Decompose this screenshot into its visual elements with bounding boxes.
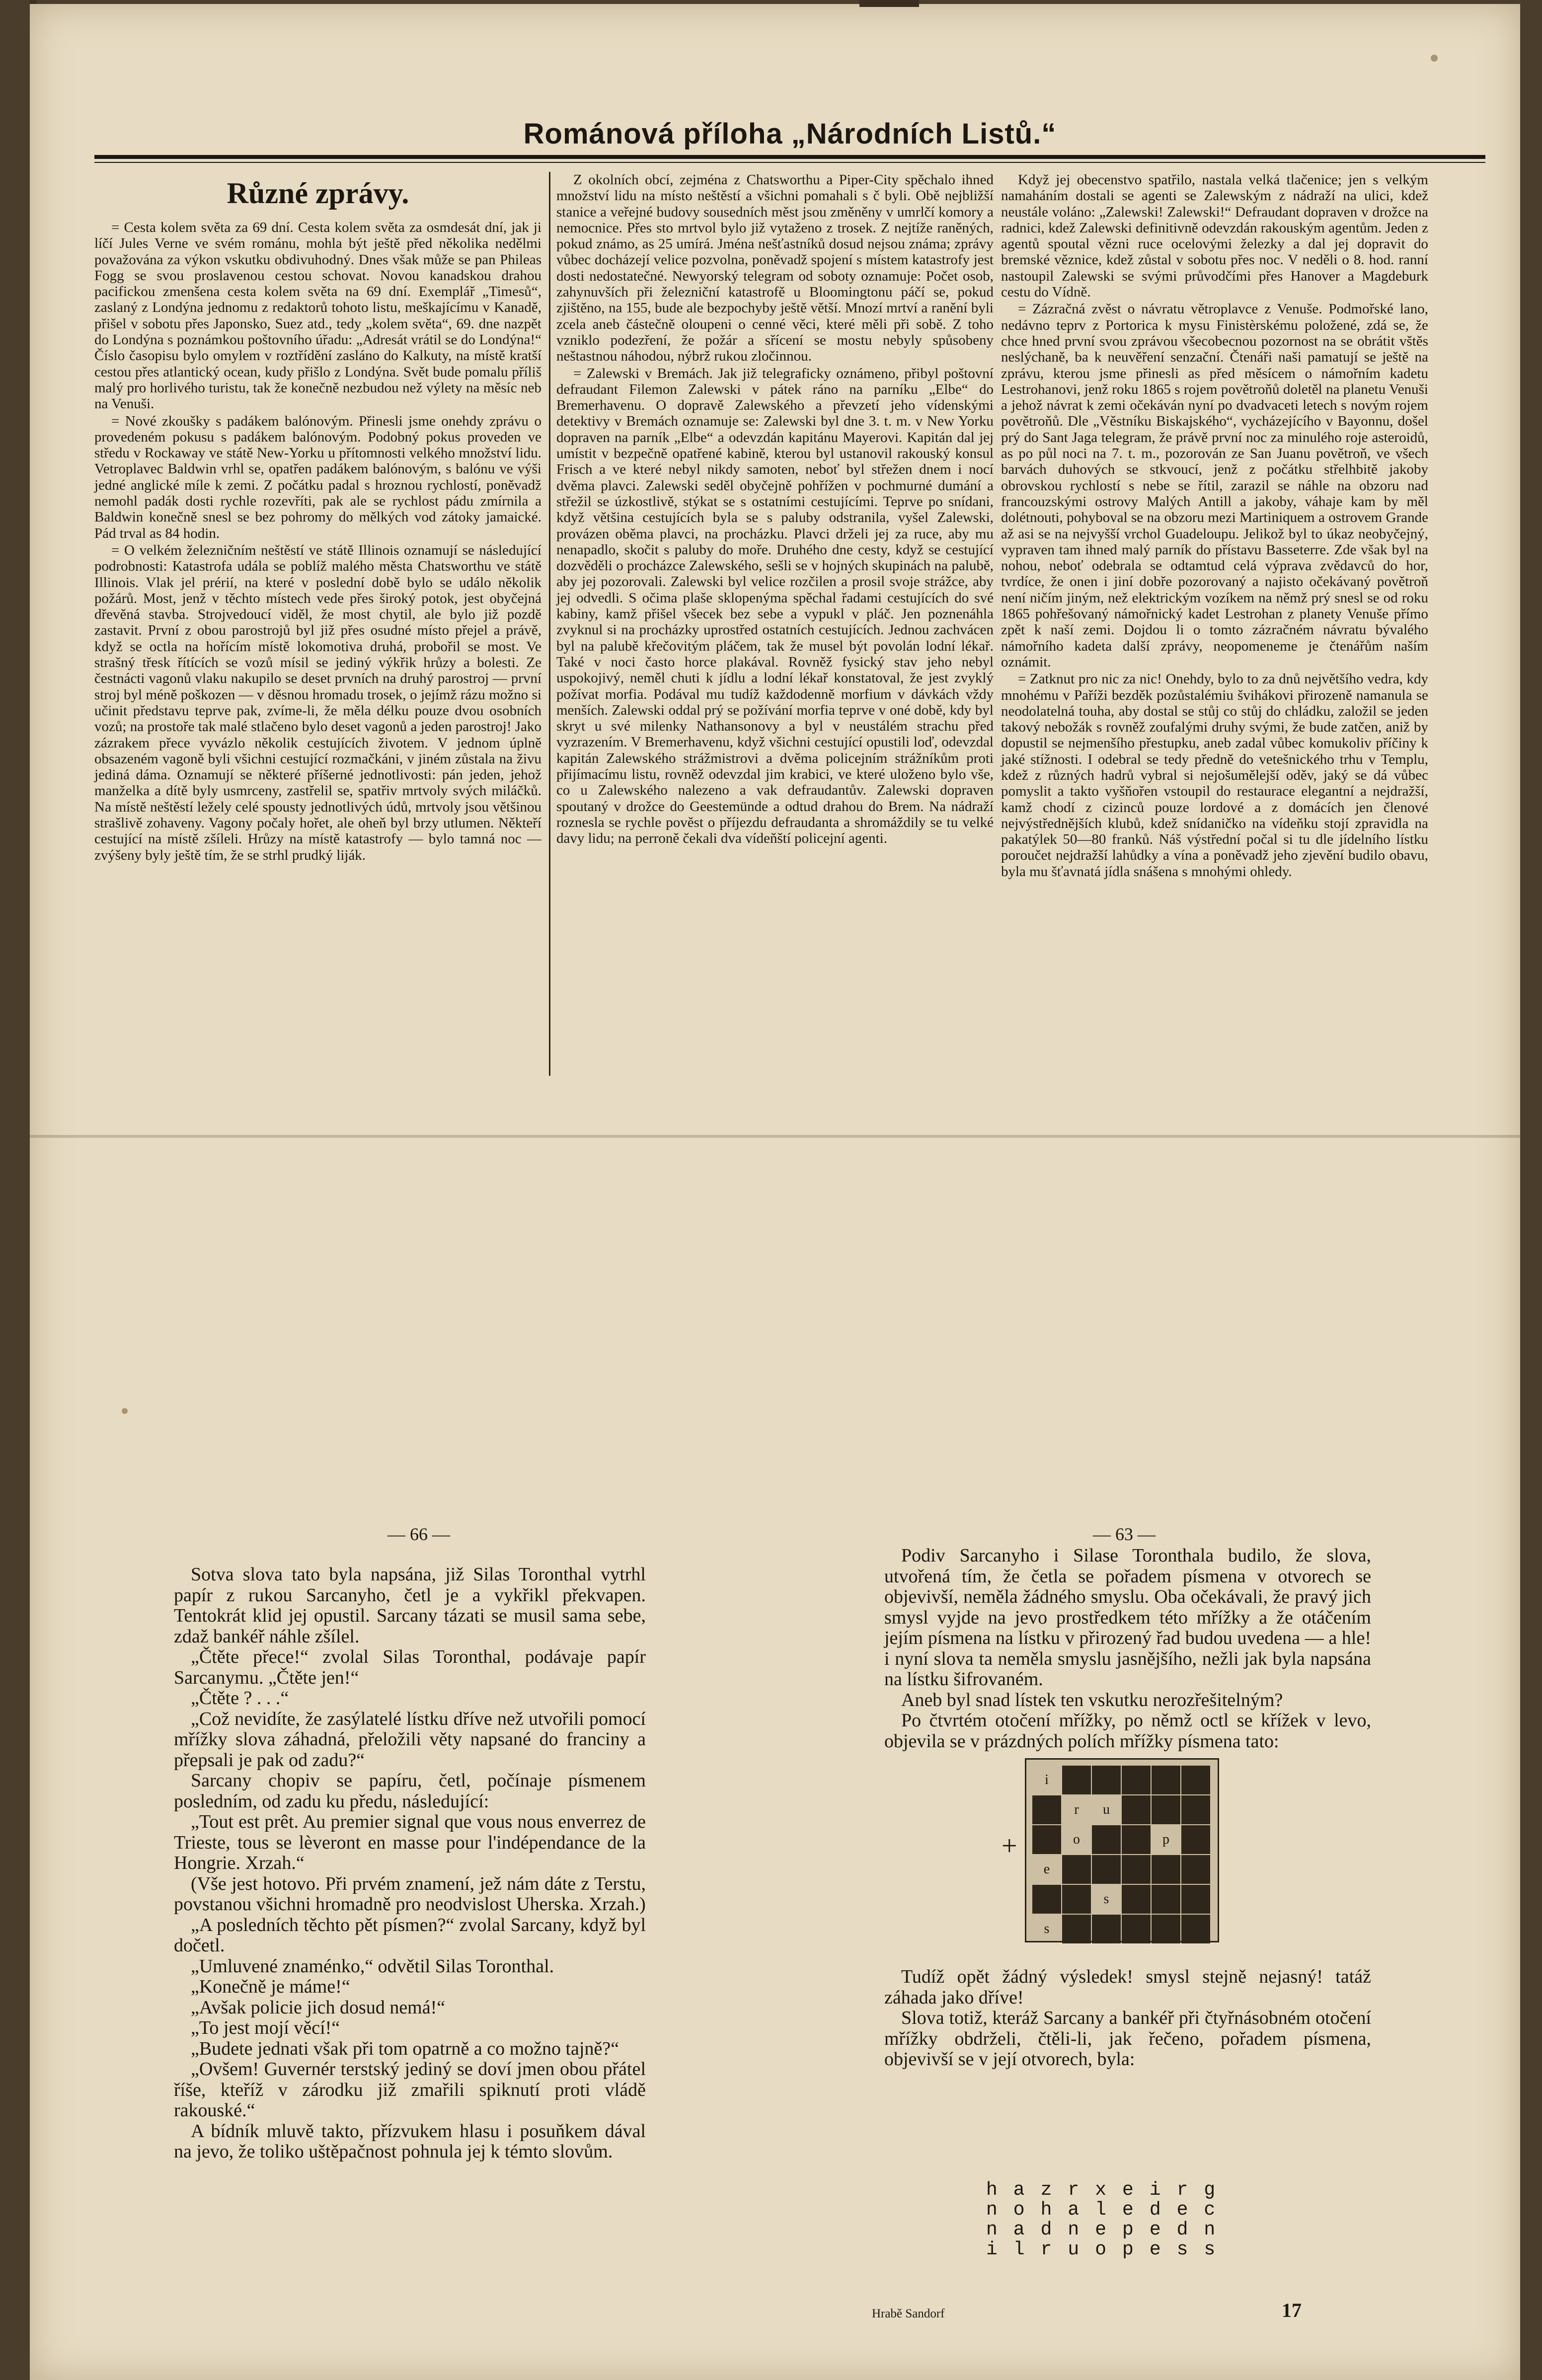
article-paragraph: = Cesta kolem světa za 69 dní. Cesta kolem světa za osmdesát dní, jak ji líčí Jules Verne ve svém románu, mohla být ještě před několika nedělmi považována za výkon vskutku obdivuhodný. Dnes však může se pan Phileas Fogg se svou proslavenou cestou schovat. Novou kanadskou drahou pacifickou zmenšena cesta kolem světa na 69 dní. Exemplář „Timesů“, zaslaný z Londýna jednomu z redaktorů tohoto listu, meškajícímu v Kanadě, přišel v sobotu přes Japonsko, Suez atd., tedy „kolem světa“, 69. dne nazpět do Londýna s poznámkou poštovního úřadu: „Adresát vrátil se do Londýna!“ Číslo časopisu bylo omylem v roztřídění zasláno do Kalkuty, na místě kratší cestou přes atlantický ocean, kudy přišlo z Londýna. Svět bude pomalu příliš malý pro horlivého turistu, tak že konečně nezbudou než výlety na měsíc neb na Venuši.: [94, 220, 541, 412]
header-title: Románová příloha „Národních Listů.“: [523, 118, 1057, 150]
column-2: [556, 172, 994, 847]
grille-blank-cell: [1092, 1915, 1121, 1943]
novel-text-right: [884, 1546, 1371, 1752]
grille-blank-cell: [1181, 1825, 1210, 1854]
header-rule: [94, 155, 1485, 159]
grille-blank-cell: [1152, 1855, 1180, 1884]
novel-paragraph: „A posledních těchto pět písmen?“ zvolal Sarcany, když byl dočetl.: [174, 1914, 646, 1956]
novel-paragraph: „Umluvené znaménko,“ odvětil Silas Toronthal.: [191, 1955, 554, 1977]
novel-paragraph: „Budete jednati však při tom opatrně a co možno tajně?“: [191, 2038, 619, 2059]
paper-spot: [122, 1408, 128, 1414]
grille-blank-cell: [1092, 1855, 1121, 1884]
grille-blank-cell: [1152, 1795, 1180, 1824]
grille-blank-cell: [1181, 1855, 1210, 1884]
article-paragraph: = Nové zkoušky s padákem balónovým. Přinesli jsme onehdy zprávu o provedeném pokusu s padákem balónovým. Podobný pokus proveden ve středu v Rockaway ve státě New-Yorku u přítomnosti velkého množství lidu. Vetroplavec Baldwin vrhl se, opatřen padákem balónovým, s balónu ve výši jedné anglické míle k zemi. Z počátku padal s hroznou rychlostí, poněvadž nemohl padák dosti rychle rozevříti, pak ale se rychlost pádu zmírnila a Baldwin konečně snesl se bez pohromy do mělkých vod zátoky jamaické. Pád trval as 84 hodin.: [94, 413, 541, 541]
novel-text-left: [174, 1564, 646, 2162]
cross-mark-icon: +: [1002, 1831, 1017, 1861]
top-tab: [859, 0, 919, 7]
grille-letter-cell: u: [1103, 1802, 1110, 1817]
column-3: [1001, 172, 1428, 881]
grille-blank-cell: [1152, 1766, 1180, 1794]
article-paragraph: = Zalewski v Bremách. Jak již telegraficky oznámeno, přibyl poštovní defraudant Filemon Zalewski v pátek ráno na parníku „Elbe“ do Bremerhavenu. O dopravě Zalewského a převzetí jeho vídenskými detektivy v Bremách oznamuje se: Zalewski byl dne 3. t. m. v New Yorku dopraven na parník „Elbe“ a odevzdán kapitánu Mayerovi. Kapitán dal jej umístit v bezpečně opatřené kabině, kterou byl ustanovil rakouský konsul Frisch a ve které nebyl nikdy samoten, neboť byl střežen dnem i nocí dvěma plavci. Zalewski seděl obyčejně pohřížen v pochmurné dumání a střežil se úzkostlivě, stýkat se s ostatními cestujícími. Teprve po snídani, když většina cestujících byla se s paluby odstranila, vyšel Zalewski, provázen oběma plavci, na procházku. Plavci drželi jej za ruce, aby mu nenapadlo, skočit s paluby do moře. Druhého dne cesty, když se cestující dozvěděli o procházce Zalewského, sešli se v hojných skupinách na palubě, aby jej pozorovali. Zalewski byl velice rozčilen a prosil svoje strážce, aby jej odvedli. S očima plaše sklopenýma spěchal řadami cestujících do své kabiny, kamž přišel všecek bez sebe a vypukl v pláč. Jen poznenáhla zvyknul si na procházky uprostřed ostatních cestujících. Jednou zachvácen byl na palubě křečovitým pláčem, tak že musel být povolán lodní lékař. Také v noci často horce plakával. Rovněž fysický stav jeho nebyl uspokojivý, neměl chuti k jídlu a lodní lékař konstatoval, že jest zvyklý požívat morfia. Podával mu tudíž každodenně morfium v dávkách vždy menších. Zalewski oddal prý se požívání morfia teprve v oné době, kdy byl skryt u své milenky Nathansonovy a byl v neustálém strachu před vyzrazením. V Bremerhavenu, když všichni cestující opustili loď, odevzdal kapitán Zalewského strážmistrovi a dvěma policejním strážníkům proti přijímacímu listu, rovněž odevzdal jim krabici, ve které uloženo bylo vše, co u Zalewského nalezeno a vak defraudantův. Zalewski dopraven spoutaný v drožce do Geestemünde a odtud drahou do Brem. Na nádraží roznesla se rychle pověst o příjezdu defraudanta a shromáždily se tu velké davy lidu; na perroně čekali dva vídeňští policejní agenti.: [556, 365, 994, 847]
grille-blank-cell: [1092, 1825, 1121, 1854]
novel-paragraph: „Konečně je máme!“: [191, 1976, 350, 1997]
grille-blank-cell: [1181, 1915, 1210, 1943]
grille-blank-cell: [1152, 1885, 1180, 1914]
novel-paragraph: Tudíž opět žádný výsledek! smysl stejně nejasný! tatáž záhada jako dříve!: [884, 1966, 1371, 2008]
grille-blank-cell: [1122, 1795, 1151, 1824]
grille-blank-cell: [1062, 1766, 1091, 1794]
cipher-letter-row: nohaledec: [986, 2199, 1232, 2221]
column-1: [94, 172, 541, 864]
column-divider: [549, 172, 550, 1076]
page-header: [94, 117, 1485, 150]
grille-letter-cell: o: [1073, 1832, 1080, 1847]
grille-blank-cell: [1032, 1885, 1061, 1914]
paper-spot: [1431, 55, 1438, 62]
grille-blank-cell: [1062, 1885, 1091, 1914]
novel-paragraph: „Tout est prêt. Au premier signal que vous nous enverrez de Trieste, tous se lèveront en masse pour l'indépendance de la Hongrie. Xrzah.“: [174, 1811, 646, 1873]
folio-number: 17: [1282, 2299, 1302, 2321]
cipher-letter-rows: [986, 2180, 1231, 2260]
grille-blank-cell: [1122, 1915, 1151, 1943]
novel-paragraph: „Čtěte přece!“ zvolal Silas Toronthal, podávaje papír Sarcanymu. „Čtěte jen!“: [174, 1646, 646, 1688]
novel-paragraph: Sotva slova tato byla napsána, již Silas Toronthal vytrhl papír z rukou Sarcanyho, četl je a vykřikl překvapen. Tentokrát klid jej opustil. Sarcany tázati se musil sama sebe, zdaž bankéř náhle zšílel.: [174, 1564, 646, 1647]
article-paragraph: Z okolních obcí, zejména z Chatsworthu a Piper-City spěchalo ihned množství lidu na místo neštěstí a všichni pomahali s č byli. Obě nejbližší stanice a veřejné budovy sousedních měst jsou změněny v umrlčí komory a nemocnice. Přes sto mrtvol bylo již vytaženo z trosek. Z nejtíže raněných, pokud známo, as 25 umírá. Jména nešťastníků dosud nejsou známa; zprávy vůbec docházejí velice pozvolna, poněvadž spojení s místem katastrofy jest dosti nedostatečné. Newyorský telegram od soboty oznamuje: Počet osob, zahynuvších při železniční katastrofě u Bloomingtonu páčí se, pokud zjištěno, na 155, bude ale bezpochyby ještě větší. Mnozí mrtví a ranění byli zcela aneb částečně oloupeni o cenné věci, které měli při sobě. Z toho vzniklo podezření, že požár a sřícení se mostu nebyly spůsobeny neštastnou náhodou, nýbrž rukou zločinnou.: [556, 172, 994, 365]
grille-letter-cell: s: [1044, 1921, 1050, 1936]
grille-letter-cell: p: [1162, 1832, 1169, 1847]
article-paragraph: = Zázračná zvěst o návratu větroplavce z Venuše. Podmořské lano, nedávno teprv z Portorica k mysu Finistèrskému položené, zdá se, že chce hned první svou zprávou všecobecnou pozornost na se obrátit vštěs neslýchaně, ba k neuvěření senzační. Čtenáři naši pamatují se ještě na zprávu, kterou jsme přinesli as před měsícem o námořním kadetu Lestrohanovi, jenž roku 1865 s rojem povětroňů doletěl na planetu Venuši a jehož návrat k zemi očekáván nyní po dvadvaceti letech s novým rojem povětroňů. Dle „Věstníku Biskajského“, vycházejícího v Bayonnu, došel prý do Sant Jaga telegram, že právě první noc za minulého roje asteroidů, as po půl noci na 7. t. m., pozorován ze San Juanu povětroň, ve všech barvách duhových se stkvoucí, jenž z počátku střelhbitě jakoby obrovskou rychlostí s nebe se řítil, zarazil se náhle na obzoru nad francouzskými ostrovy Malých Antill a jakoby, váhaje kam by měl dolétnouti, pohyboval se na obzoru mezi Martiniquem a ostrovem Grande až asi se na nejvyšší vrchol Guadeloupu. Jelikož byl to úkaz neobyčejný, vypraven tam ihned malý parník do přístavu Basseterre. Zde však byl na nohou, neboť odebrala se odtamtud celá výprava zvědavců do hor, tvrdíce, že onen i jiní dobře pozorovaný a najisto očekávaný povětroň není ničím jiným, než elektrickým vozíkem na němž prý snesl se od roku 1865 pohřešovaný námořnický kadet Lestrohan z planety Venuše přímo zpět k naší zemi. Dojdou li o tomto zázračném návratu bývalého námořního kadeta další zprávy, neopomeneme je čtenářům naším oznámit.: [1001, 301, 1428, 670]
novel-paragraph: „Čtěte ? . . .“: [191, 1688, 289, 1709]
novel-paragraph: „To jest mojí věcí!“: [191, 2017, 340, 2038]
footer-running-title: Hrabě Sandorf: [872, 2307, 945, 2320]
cipher-letter-row: ilruopess: [986, 2239, 1232, 2260]
novel-paragraph: „Ovšem! Guvernér terstský jediný se doví jmen obou přátel říše, kteříž v zárodku již zmařili spiknutí proti vládě rakouské.“: [174, 2059, 646, 2121]
grille-blank-cell: [1032, 1795, 1061, 1824]
grille-blank-cell: [1092, 1766, 1121, 1794]
page-fold: [30, 1135, 1520, 1138]
novel-paragraph: Sarcany chopiv se papíru, četl, počínaje písmenem posledním, od zadu ku předu, následující:: [174, 1770, 646, 1812]
novel-paragraph: Slova totiž, kteráž Sarcany a bankéř při čtyřnásobném otočení mřížky obdrželi, čtěli-li, jak řečeno, pořadem písmena, objevivší se v její otvorech, byla:: [884, 2008, 1371, 2070]
grille-letter-cell: s: [1103, 1891, 1109, 1907]
novel-paragraph: „Avšak policie jich dosud nemá!“: [191, 1997, 446, 2018]
page-number-left: — 66 —: [387, 1524, 450, 1544]
grille-letter-cell: e: [1043, 1861, 1050, 1877]
grille-letter-cell: r: [1074, 1802, 1079, 1817]
grille-blank-cell: [1032, 1825, 1061, 1854]
grille-letter-cell: i: [1045, 1772, 1049, 1787]
article-paragraph: = Zatknut pro nic za nic! Onehdy, bylo to za dnů největšího vedra, kdy mnohému v Paříži bezděk pozůstalémiu švihákovi přirozeně namanula se neodolatelná touha, aby dostal se stůj co stůj do chládku, založil se jeden takový nebožák s rovněž zoufalými druhy svými, že bude zatčen, aniž by dopustil se nejmenšího přestupku, aneb zadal vůbec komukoliv příčiny k jaké stížnosti. I odebral se tedy předně do vetešnického trhu v Templu, kdež z různých hadrů vybral si nejošumělejší oděv, jaký se dá vůbec pomyslit a takto vyšňořen vstoupil do restaurace elegantní a nejdražší, kamž chodí z cizinců pouze lordové a z domácích jen členové nejvýstřednějších klubů, kdež snídaničko na vídeňku stojí zpravidla na pakatýlek 50—80 franků. Náš výstřední počal si tu dle jídelního lístku poroučet nejdražší lahůdky a vína a poněvadž jeho zjevění budilo obavu, byla mu šťavnatá jídla snášena s mnohými ohledy.: [1001, 671, 1428, 880]
grille-blank-cell: [1122, 1766, 1151, 1794]
header-rule-thin: [94, 162, 1485, 163]
grille-blank-cell: [1181, 1885, 1210, 1914]
cipher-letter-row: hazrxeirg: [986, 2179, 1232, 2201]
cipher-letter-row: nadnepedn: [986, 2219, 1232, 2240]
grille-blank-cell: [1152, 1915, 1180, 1943]
novel-paragraph: „Což nevidíte, že zasýlatelé lístku dříve než utvořili pomocí mřížky slova záhadná, přeložili věty napsané do franciny a přepsali je pak od zadu?“: [174, 1708, 646, 1771]
grille-blank-cell: [1122, 1825, 1151, 1854]
cipher-grille: [1025, 1758, 1219, 1942]
article-paragraph: = O velkém železničním neštěstí ve státě Illinois oznamují se následující podrobnosti: Katastrofa udála se poblíž malého města Chatsworthu ve státě Illinois. Vlak jel prérií, na které v poslední době bylo se událo několik požárů. Most, jenž v těchto místech vede přes široký potok, jest obyčejná dřevěná stavba. Strojvedoucí viděl, že most chytil, ale bylo již pozdě zastavit. První z obou parostrojů byl již přes osudné místo přejel a právě, když se octla na hořícím místě lokomotiva druhá, probořil se most. Ve strašný třesk řítících se vozů mísil se jediný výkřik hrůzy a bolesti. Ze čestnácti vagonů vlaku nakupilo se deset prvních na druhý parostroj — první stroj byl méně poškozen — v děsnou hromadu trosek, o jejímž rázu možno si učinit představu teprve pak, zvíme-li, že měla délku pouze dvou osobních vozů; na prostoře tak malé stlačeno bylo deset vagonů a jeden parostroj! Jako zázrakem přece vyvázlo několik cestujících životem. V jednom úplně obsazeném vagoně byli všichni cestující rozmačkáni, v jiném zůstala na živu jediná dáma. Oznamují se některé příšerné jednotlivosti: pán jeden, jehož manželka a dítě byly usmrceny, zastřelil se, spatřiv mrtvoly svých miláčků. Na místě neštěstí ležely celé spousty jednotlivých údů, mrtvoly jsou většinou strašlivě zohaveny. Vagony počaly hořet, ale oheň byl brzy utlumen. Někteří cestující na místě zšíleli. Hrůzy na místě katastrofy — bylo tamná noc — zvýšeny byly ještě tím, že se strhl prudký liják.: [94, 542, 541, 863]
grille-blank-cell: [1181, 1766, 1210, 1794]
grille-blank-cell: [1122, 1855, 1151, 1884]
novel-paragraph: Aneb byl snad lístek ten vskutku nerozřešitelným?: [901, 1689, 1283, 1711]
article-paragraph: Když jej obecenstvo spatřilo, nastala velká tlačenice; jen s velkým namaháním dostali se agenti se Zalewským z nádraží na ulici, kdež neustále voláno: „Zalewski! Zalewski!“ Defraudant dopraven v drožce na radnici, kdež Zalewski definitivně odevzdán rakouským agentům. Jeden z agentů spoutal vězni ruce ocelovými železky a dal jej dopravit do bremské věznice, kdež zůstal v sobotu přes noc. V neděli o 8. hod. ranní nastoupil Zalewski se svými průvodčími přes Hanover a Magdeburk cestu do Vídně.: [1001, 172, 1428, 300]
novel-paragraph: (Vše jest hotovo. Při prvém znamení, jež nám dáte z Terstu, povstanou všichni hromadně pro neodvislost Uherska. Xrzah.): [174, 1873, 646, 1915]
novel-paragraph: Podiv Sarcanyho i Silase Toronthala budilo, že slova, utvořená tím, že četla se pořadem písmena v otvorech se objevivší, neměla žádného smyslu. Oba očekávali, že pravý jich smysl vyjde na jevo prostředkem této mřížky a že otáčením jejím písmena na lístku v přirozený řad budou uvedena — a hle! i nyní slova ta neměla smyslu jasnějšího, nežli jak byla napsána na lístku šifrovaném.: [884, 1545, 1371, 1690]
novel-paragraph: A bídník mluvě takto, přízvukem hlasu i posuňkem dával na jevo, že toliko uštěpačnost pohnula jej k témto slovům.: [174, 2120, 646, 2162]
grille-blank-cell: [1122, 1885, 1151, 1914]
grille-blank-cell: [1181, 1795, 1210, 1824]
grille-blank-cell: [1062, 1855, 1091, 1884]
grille-blank-cell: [1062, 1915, 1091, 1943]
section-title: Různé zprávy.: [227, 177, 409, 210]
novel-text-right-after: [884, 1967, 1371, 2070]
novel-paragraph: Po čtvrtém otočení mřížky, po němž octl se křížek v levo, objevila se v prázdných polích mřížky písmena tato:: [884, 1710, 1371, 1752]
page-number-right: — 63 —: [1093, 1524, 1156, 1544]
